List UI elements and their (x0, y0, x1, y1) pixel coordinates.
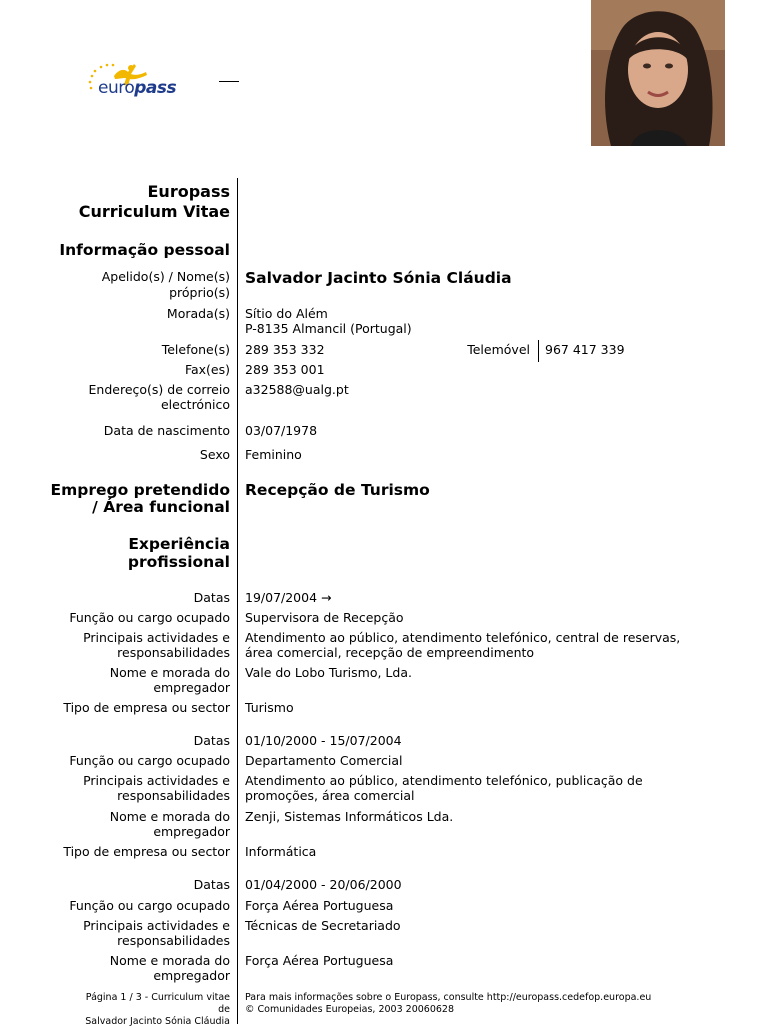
exp3-employer-label-line1: Nome e morada do (109, 953, 230, 968)
desired-job-label-line2: / Área funcional (92, 498, 230, 516)
column-divider (237, 178, 238, 1024)
section-personal-info: Informação pessoal (59, 241, 230, 259)
exp2-sector: Informática (245, 844, 317, 859)
exp1-employer-label-line1: Nome e morada do (109, 665, 230, 680)
fax-value: 289 353 001 (245, 362, 325, 377)
exp3-employer-label-line2: empregador (153, 968, 230, 983)
exp1-dates-label: Datas (193, 590, 230, 605)
phone-value: 289 353 332 (245, 342, 325, 357)
exp1-employer: Vale do Lobo Turismo, Lda. (245, 665, 412, 680)
exp2-employer-label-line2: empregador (153, 824, 230, 839)
exp2-sector-label: Tipo de empresa ou sector (63, 844, 230, 859)
exp2-activities-label-line2: responsabilidades (117, 788, 230, 803)
exp1-position-label: Função ou cargo ocupado (69, 610, 230, 625)
header-dash (219, 81, 239, 82)
cv-title-line1: Europass (147, 182, 230, 201)
exp3-position-label: Função ou cargo ocupado (69, 898, 230, 913)
name-label-line1: Apelido(s) / Nome(s) (101, 269, 230, 284)
exp3-dates: 01/04/2000 - 20/06/2000 (245, 877, 402, 892)
exp2-employer: Zenji, Sistemas Informáticos Lda. (245, 809, 454, 824)
exp2-position: Departamento Comercial (245, 753, 403, 768)
address-label: Morada(s) (166, 306, 230, 321)
birth-label: Data de nascimento (103, 423, 230, 438)
address-line1: Sítio do Além (245, 306, 328, 321)
sex-value: Feminino (245, 447, 302, 462)
exp2-position-label: Função ou cargo ocupado (69, 753, 230, 768)
name-value: Salvador Jacinto Sónia Cláudia (245, 269, 512, 287)
exp2-activities-line2: promoções, área comercial (245, 788, 415, 803)
footer-page-info-line1: Página 1 / 3 - Curriculum vitae (85, 992, 230, 1003)
fax-label: Fax(es) (184, 362, 230, 377)
exp2-dates: 01/10/2000 - 15/07/2004 (245, 733, 402, 748)
mobile-label: Telemóvel (467, 342, 530, 357)
email-label-line1: Endereço(s) de correio (88, 382, 230, 397)
mobile-divider (538, 340, 539, 362)
profile-photo (591, 0, 725, 146)
email-value[interactable]: a32588@ualg.pt (245, 382, 349, 397)
footer-copyright: © Comunidades Europeias, 2003 20060628 (245, 1004, 455, 1015)
exp3-activities-label-line1: Principais actividades e (83, 918, 230, 933)
exp2-dates-label: Datas (193, 733, 230, 748)
exp3-activities-label-line2: responsabilidades (117, 933, 230, 948)
footer-page-info-line3: Salvador Jacinto Sónia Cláudia (85, 1016, 230, 1027)
exp3-activities-line1: Técnicas de Secretariado (245, 918, 401, 933)
cv-title-line2: Curriculum Vitae (78, 202, 230, 221)
europass-wordmark: europass (98, 78, 177, 98)
phone-label: Telefone(s) (161, 342, 230, 357)
exp3-employer: Força Aérea Portuguesa (245, 953, 394, 968)
desired-job-label-line1: Emprego pretendido (50, 481, 230, 499)
exp1-activities-label-line1: Principais actividades e (83, 630, 230, 645)
exp3-dates-label: Datas (193, 877, 230, 892)
footer-europass-info: Para mais informações sobre o Europass, consulte http://europass.cedefop.europa.eu (245, 992, 652, 1003)
birth-value: 03/07/1978 (245, 423, 318, 438)
exp1-activities-line1: Atendimento ao público, atendimento telefónico, central de reservas, (245, 630, 681, 645)
mobile-value: 967 417 339 (545, 342, 625, 357)
exp1-dates: 19/07/2004 → (245, 590, 332, 605)
address-line2: P-8135 Almancil (Portugal) (245, 321, 412, 336)
exp1-activities-label-line2: responsabilidades (117, 645, 230, 660)
exp1-employer-label-line2: empregador (153, 680, 230, 695)
exp1-sector-label: Tipo de empresa ou sector (63, 700, 230, 715)
footer-page-info-line2: de (218, 1004, 230, 1015)
desired-job-value: Recepção de Turismo (245, 481, 430, 499)
exp1-sector: Turismo (245, 700, 294, 715)
exp1-position: Supervisora de Recepção (245, 610, 404, 625)
exp2-employer-label-line1: Nome e morada do (109, 809, 230, 824)
section-experience-line1: Experiência (128, 535, 230, 553)
sex-label: Sexo (199, 447, 230, 462)
email-label-line2: electrónico (160, 397, 230, 412)
exp2-activities-line1: Atendimento ao público, atendimento telefónico, publicação de (245, 773, 643, 788)
exp2-activities-label-line1: Principais actividades e (83, 773, 230, 788)
exp3-position: Força Aérea Portuguesa (245, 898, 394, 913)
name-label-line2: próprio(s) (169, 285, 230, 300)
section-experience-line2: profissional (127, 553, 230, 571)
exp1-activities-line2: área comercial, recepção de empreendimento (245, 645, 535, 660)
